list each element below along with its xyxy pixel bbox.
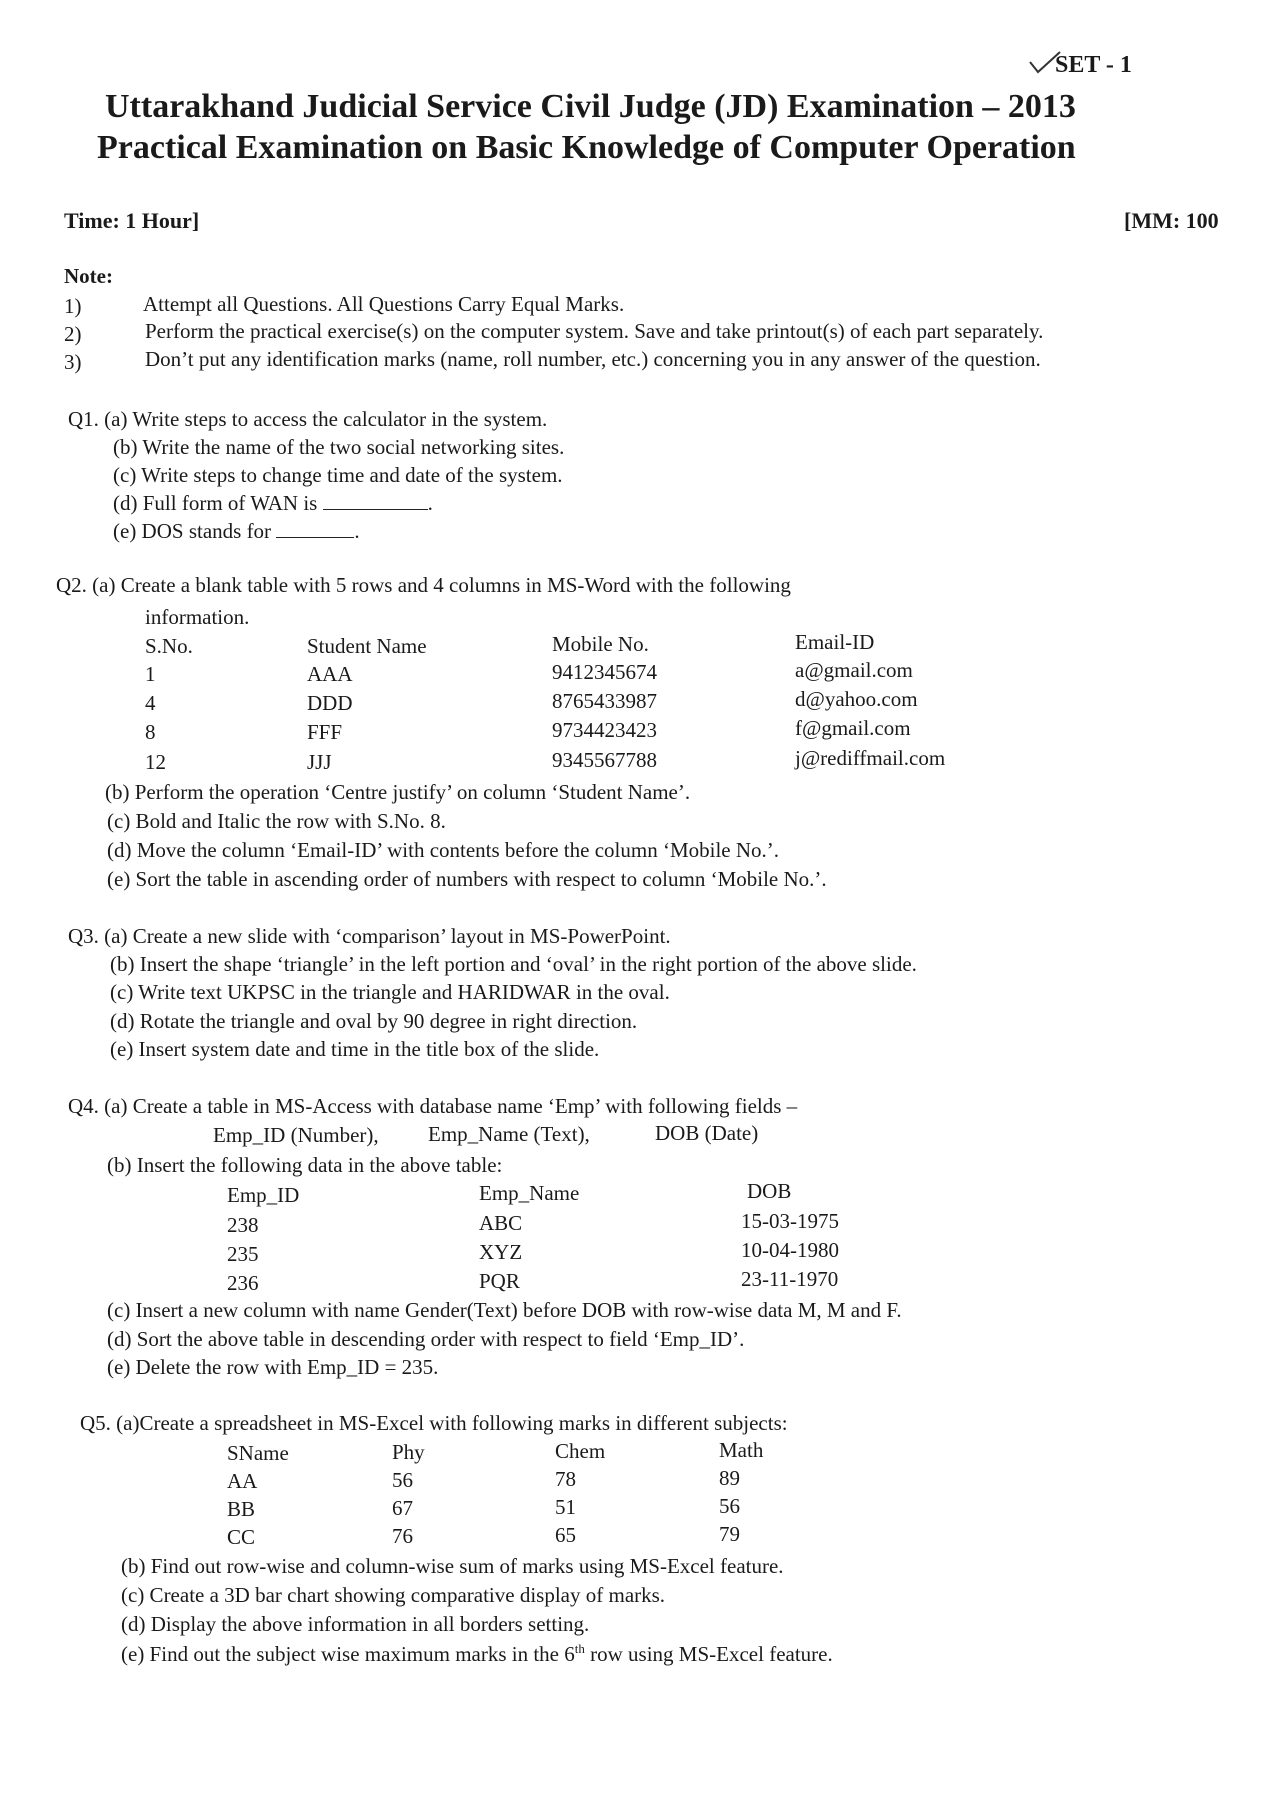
q2-part-a: Q2. (a) Create a blank table with 5 rows and 4 columns in MS-Word with the following (56, 573, 791, 597)
table-header: Emp_ID (227, 1183, 300, 1207)
table-cell: j@rediffmail.com (795, 746, 946, 770)
table-header: Chem (555, 1439, 606, 1463)
table-header: Phy (392, 1440, 425, 1464)
table-cell: 56 (719, 1494, 740, 1518)
q1-part-e (113, 519, 360, 544)
q1-part-e-text: (e) DOS stands for (113, 519, 272, 543)
note-heading: Note: (64, 264, 113, 288)
table-cell: 9734423423 (552, 718, 657, 742)
note-number: 2) (64, 322, 82, 346)
table-cell: 12 (145, 750, 166, 774)
q2-part-d: (d) Move the column ‘Email-ID’ with contents before the column ‘Mobile No.’. (107, 838, 780, 862)
q3-part-d: (d) Rotate the triangle and oval by 90 degree in right direction. (110, 1009, 638, 1033)
q3-part-e: (e) Insert system date and time in the title box of the slide. (110, 1037, 600, 1061)
q1-e-period: . (354, 519, 360, 543)
table-cell: a@gmail.com (795, 658, 913, 682)
q4-field: Emp_ID (Number), (213, 1123, 379, 1147)
table-cell: 15-03-1975 (741, 1209, 839, 1233)
table-cell: 79 (719, 1522, 740, 1546)
q4-part-a: Q4. (a) Create a table in MS-Access with database name ‘Emp’ with following fields – (68, 1094, 798, 1118)
answer-blank (323, 491, 428, 510)
q4-field: Emp_Name (Text), (428, 1122, 590, 1146)
table-cell: ABC (479, 1211, 523, 1235)
table-cell: DDD (307, 691, 353, 715)
q3-part-b: (b) Insert the shape ‘triangle’ in the left portion and ‘oval’ in the right portion of the above slide. (110, 952, 917, 976)
q4-field: DOB (Date) (655, 1121, 759, 1145)
table-cell: PQR (479, 1269, 520, 1293)
answer-blank (276, 519, 354, 538)
table-header: Student Name (307, 634, 427, 658)
table-cell: JJJ (307, 750, 332, 774)
note-text: Don’t put any identification marks (name, roll number, etc.) concerning you in any answer of the question. (145, 347, 1041, 371)
note-number: 3) (64, 350, 82, 374)
q1-part-c: (c) Write steps to change time and date of the system. (113, 463, 563, 487)
q5-part-e-text: (e) Find out the subject wise maximum marks in the 6 (121, 1642, 575, 1666)
q5-part-b: (b) Find out row-wise and column-wise sum of marks using MS-Excel feature. (121, 1554, 784, 1578)
q4-part-e: (e) Delete the row with Emp_ID = 235. (107, 1355, 439, 1379)
table-cell: 238 (227, 1213, 259, 1237)
table-cell: AA (227, 1469, 258, 1493)
note-text: Perform the practical exercise(s) on the computer system. Save and take printout(s) of each part separately. (145, 319, 1044, 343)
time-limit: Time: 1 Hour] (64, 208, 200, 233)
table-cell: 65 (555, 1523, 576, 1547)
table-cell: 51 (555, 1495, 576, 1519)
exam-title: Uttarakhand Judicial Service Civil Judge (JD) Examination – 2013 (105, 88, 1076, 125)
q5-part-e (121, 1641, 833, 1667)
table-cell: AAA (307, 662, 353, 686)
table-cell: 9412345674 (552, 660, 657, 684)
q2-part-c: (c) Bold and Italic the row with S.No. 8. (107, 809, 446, 833)
table-header: Math (719, 1438, 764, 1462)
table-cell: d@yahoo.com (795, 687, 918, 711)
q4-part-b: (b) Insert the following data in the above table: (107, 1153, 503, 1177)
table-cell: 9345567788 (552, 748, 657, 772)
table-cell: BB (227, 1497, 256, 1521)
q1-part-d (113, 491, 433, 516)
q2-part-e: (e) Sort the table in ascending order of numbers with respect to column ‘Mobile No.’. (107, 867, 827, 891)
table-cell: 67 (392, 1496, 413, 1520)
note-text: Attempt all Questions. All Questions Carry Equal Marks. (143, 292, 625, 316)
table-cell: 23-11-1970 (741, 1267, 839, 1291)
q2-part-a-cont: information. (145, 605, 250, 629)
ordinal-suffix: th (574, 1641, 585, 1656)
q1-d-period: . (427, 491, 433, 515)
q2-part-b: (b) Perform the operation ‘Centre justify’ on column ‘Student Name’. (105, 780, 691, 804)
table-cell: 235 (227, 1242, 259, 1266)
table-cell: 10-04-1980 (741, 1238, 839, 1262)
table-header: S.No. (145, 634, 193, 658)
table-header: DOB (747, 1179, 792, 1203)
table-header: SName (227, 1441, 289, 1465)
max-marks: [MM: 100 (1124, 208, 1219, 233)
q4-part-c: (c) Insert a new column with name Gender(Text) before DOB with row-wise data M, M and F. (107, 1298, 902, 1322)
q5-part-c: (c) Create a 3D bar chart showing comparative display of marks. (121, 1583, 666, 1607)
table-cell: 4 (145, 691, 156, 715)
table-cell: 56 (392, 1468, 413, 1492)
table-header: Mobile No. (552, 632, 649, 656)
q3-part-c: (c) Write text UKPSC in the triangle and HARIDWAR in the oval. (110, 980, 670, 1004)
q5-part-d: (d) Display the above information in all borders setting. (121, 1612, 590, 1636)
table-cell: XYZ (479, 1240, 523, 1264)
table-cell: CC (227, 1525, 256, 1549)
q1-part-d-text: (d) Full form of WAN is (113, 491, 318, 515)
exam-subtitle: Practical Examination on Basic Knowledge of Computer Operation (97, 129, 1076, 166)
table-cell: 8765433987 (552, 689, 657, 713)
note-number: 1) (64, 294, 82, 318)
table-cell: 8 (145, 720, 156, 744)
q1-part-b: (b) Write the name of the two social networking sites. (113, 435, 565, 459)
table-cell: 78 (555, 1467, 576, 1491)
set-label: SET - 1 (1055, 52, 1132, 78)
table-cell: 1 (145, 662, 156, 686)
table-header: Emp_Name (479, 1181, 580, 1205)
table-cell: FFF (307, 720, 343, 744)
q5-part-a: Q5. (a)Create a spreadsheet in MS-Excel with following marks in different subjects: (80, 1411, 788, 1435)
q5-part-e-text-end: row using MS-Excel feature. (584, 1642, 833, 1666)
table-header: Email-ID (795, 630, 875, 654)
table-cell: 89 (719, 1466, 740, 1490)
table-cell: 236 (227, 1271, 259, 1295)
q3-part-a: Q3. (a) Create a new slide with ‘comparison’ layout in MS-PowerPoint. (68, 924, 671, 948)
q4-part-d: (d) Sort the above table in descending order with respect to field ‘Emp_ID’. (107, 1327, 745, 1351)
table-cell: 76 (392, 1524, 413, 1548)
table-cell: f@gmail.com (795, 716, 911, 740)
q1-part-a: Q1. (a) Write steps to access the calculator in the system. (68, 407, 548, 431)
